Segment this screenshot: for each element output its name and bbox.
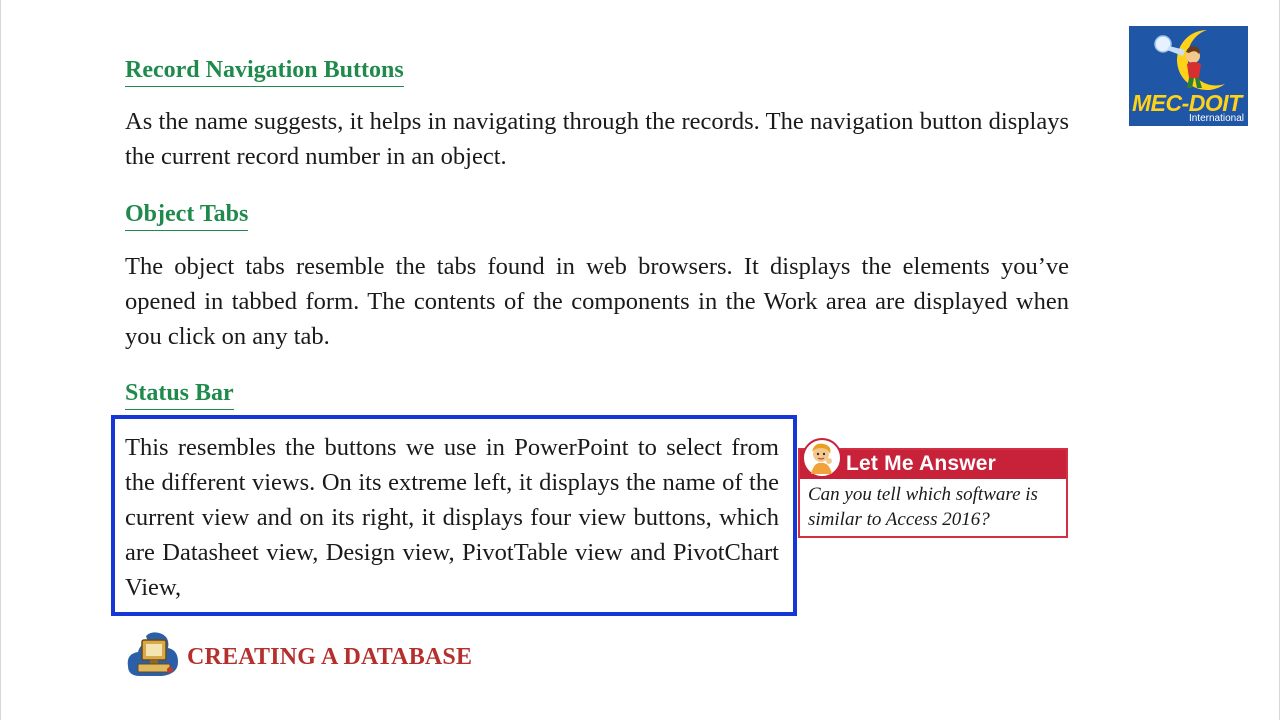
mec-doit-logo [1129,26,1248,126]
logo-subtext: International [1188,113,1244,124]
girl-thinking-icon [802,438,842,478]
heading-object-tabs: Object Tabs [125,200,248,231]
page-edge-left [0,0,1,720]
let-me-answer-box [798,448,1068,538]
heading-record-navigation-buttons: Record Navigation Buttons [125,56,404,87]
status-bar-highlight-box [111,415,797,616]
chapter-title: CREATING A DATABASE [187,644,473,670]
paragraph-record-navigation-buttons: As the name suggests, it helps in navigating through the records. The navigation button displays the current record number in an object. [125,108,1069,170]
paragraph-object-tabs: The object tabs resemble the tabs found in web browsers. It displays the elements you’ve opened in tabbed form. The contents of the components in the Work area are displayed when you click on any tab. [125,253,1069,350]
moon-mascot-icon [1129,26,1248,96]
let-me-answer-question: Can you tell which software is similar to Access 2016? [808,484,1038,530]
computer-mascot-icon [122,626,184,680]
paragraph-status-bar: This resembles the buttons we use in PowerPoint to select from the different views. On its extreme left, it displays the name of the current view and on its right, it displays four view buttons, which are Datasheet view, Design view, PivotTable view and PivotChart View, [125,434,779,601]
let-me-answer-title: Let Me Answer [846,452,997,475]
heading-status-bar: Status Bar [125,379,234,410]
logo-text: MEC-DOIT [1132,90,1242,116]
